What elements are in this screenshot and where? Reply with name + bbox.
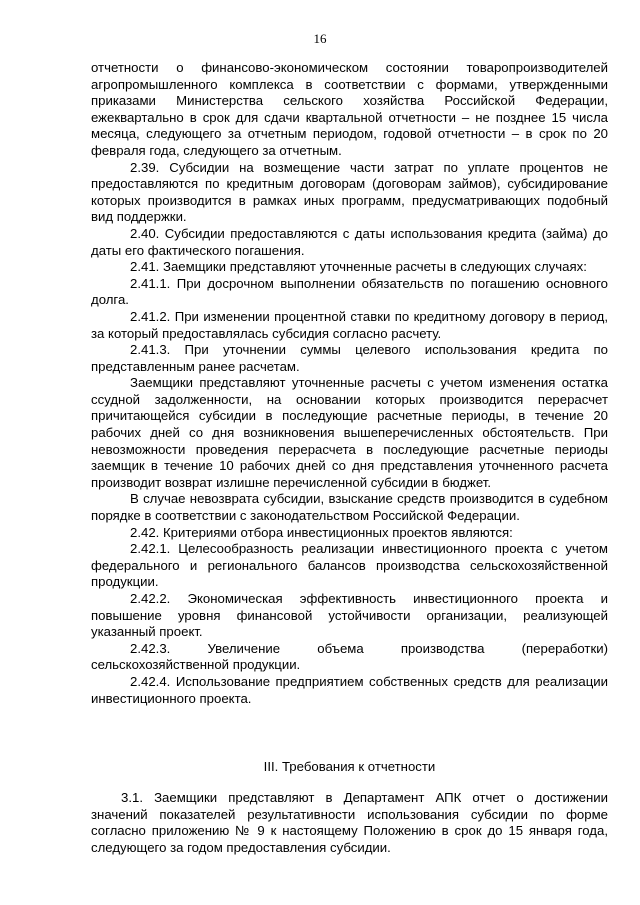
paragraph-2-42-4: 2.42.4. Использование предприятием собственных средств для реализации инвестиционного проекта. [91,673,608,706]
paragraph-2-40: 2.40. Субсидии предоставляются с даты использования кредита (займа) до даты его фактического погашения. [91,225,608,258]
paragraph-2-41-2: 2.41.2. При изменении процентной ставки по кредитному договору в период, за который предоставлялась субсидия согласно расчету. [91,308,608,341]
paragraph-recalculation: Заемщики представляют уточненные расчеты с учетом изменения остатка ссудной задолженности, на основании которых производится перерасчет причитающейся субсидии в последующие расчетные периоды, в течение 20 рабочих дней со дня возникновения вышеперечисленных обстоятельств. При невозможности проведения перерасчета в последующие расчетные периоды заемщик в течение 10 рабочих дней со дня представления уточненного расчета производит возврат излишне перечисленной субсидии в бюджет. [91,375,608,490]
section-heading: III. Требования к отчетности [263,759,436,774]
paragraph-2-41-1: 2.41.1. При досрочном выполнении обязательств по погашению основного долга. [91,275,608,308]
page-number: 16 [313,31,327,46]
section-text [91,790,608,856]
paragraph-2-42-3: 2.42.3. Увеличение объема производства (переработки) сельскохозяйственной продукции. [91,640,608,673]
paragraph-2-42-1: 2.42.1. Целесообразность реализации инвестиционного проекта с учетом федерального и регионального балансов производства сельскохозяйственной продукции. [91,541,608,590]
paragraph-continuation: отчетности о финансово-экономическом состоянии товаропроизводителей агропромышленного комплекса в соответствии с формами, утвержденными приказами Министерства сельского хозяйства Российской Федерации, ежеквартально в срок для сдачи квартальной отчетности – не позднее 15 числа месяца, следующего за отчетным периодом, годовой отчетности – в срок по 20 февраля года, следующего за отчетным. [91,60,608,158]
paragraph-2-39: 2.39. Субсидии на возмещение части затрат по уплате процентов не предоставляются по кредитным договорам (договорам займов), субсидирование которых производится в рамках иных программ, предусматривающих подобный вид поддержки. [91,159,608,225]
paragraph-3-1: 3.1. Заемщики представляют в Департамент АПК отчет о достижении значений показателей результативности использования субсидии по форме согласно приложению № 9 к настоящему Положению в срок до 15 января года, следующего за годом предоставления субсидии. [91,790,608,855]
body-text [91,60,608,707]
paragraph-2-41: 2.41. Заемщики представляют уточненные расчеты в следующих случаях: [130,259,587,275]
paragraph-2-42-2: 2.42.2. Экономическая эффективность инвестиционного проекта и повышение уровня финансовой устойчивости организации, реализующей указанный проект. [91,591,608,640]
paragraph-2-42: 2.42. Критериями отбора инвестиционных проектов являются: [130,524,513,540]
paragraph-non-return: В случае невозврата субсидии, взыскание средств производится в судебном порядке в соответствии с законодательством Российской Федерации. [91,491,608,524]
paragraph-2-41-3: 2.41.3. При уточнении суммы целевого использования кредита по представленным ранее расчетам. [91,342,608,374]
